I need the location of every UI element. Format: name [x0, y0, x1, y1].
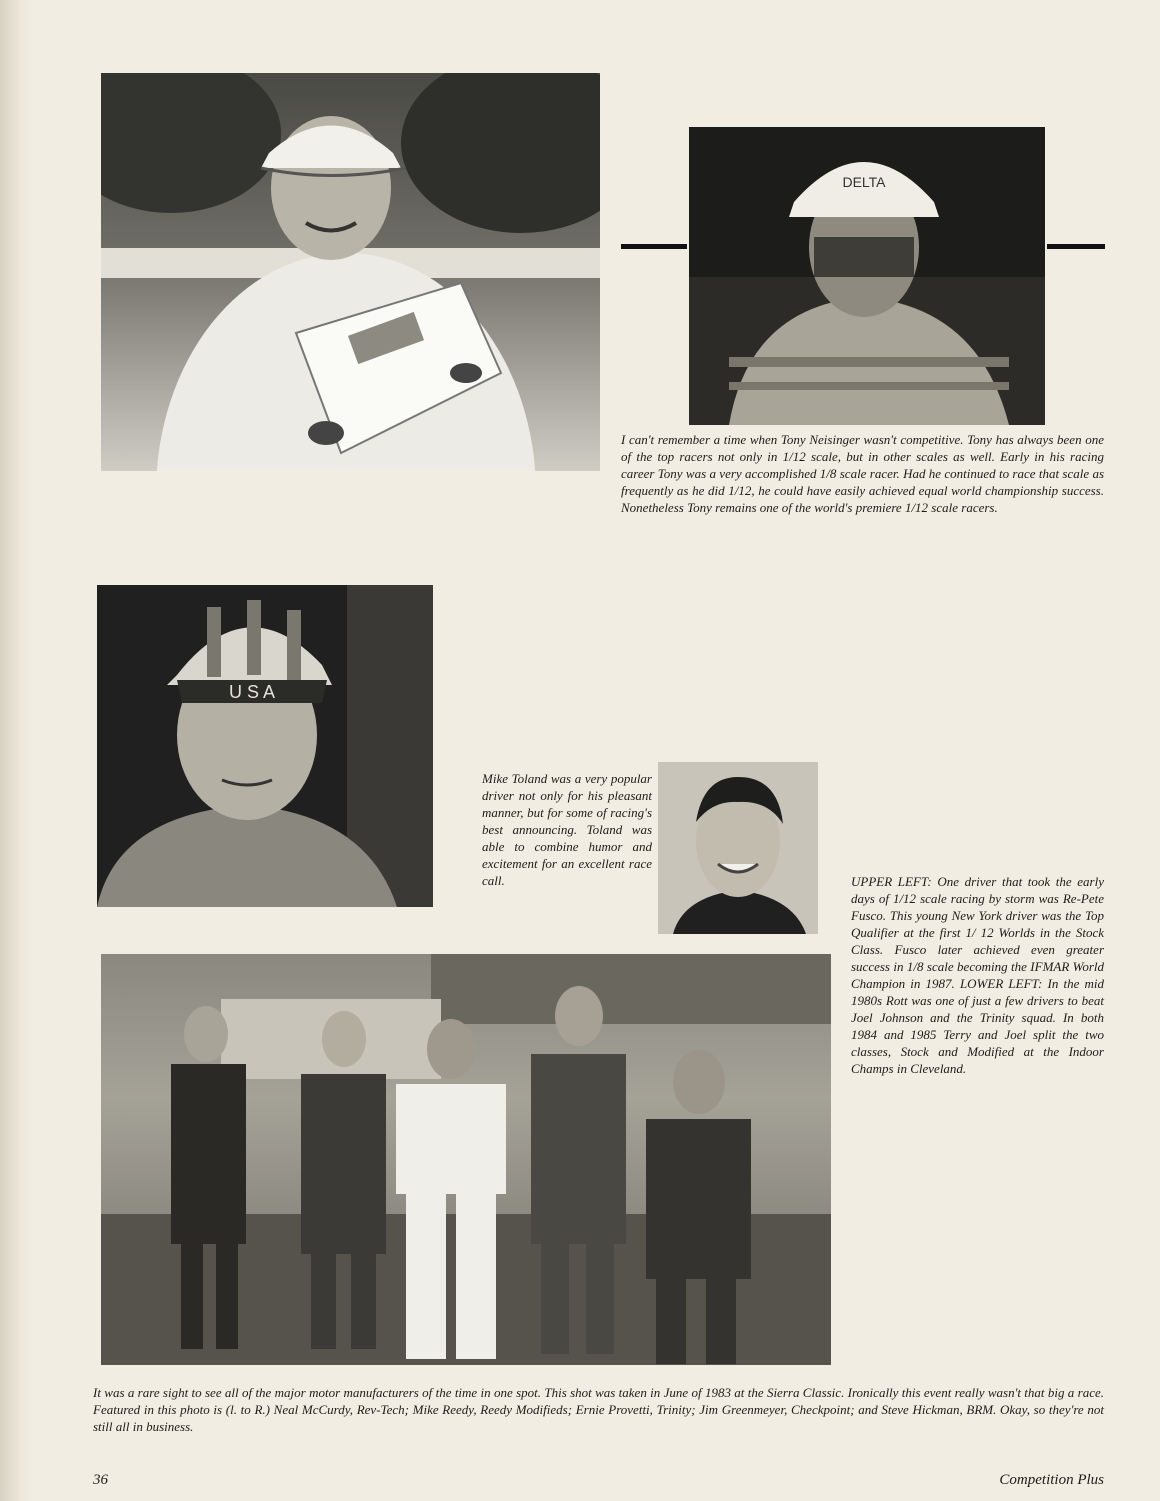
photo-neisinger-image — [689, 127, 1045, 425]
page-number: 36 — [93, 1472, 108, 1488]
photo-motor-manufacturers-group — [101, 954, 831, 1365]
decorative-rule-right — [1047, 244, 1105, 249]
photo-tony-neisinger — [689, 127, 1045, 425]
svg-text:DELTA: DELTA — [842, 174, 886, 190]
caption-tony-neisinger: I can't remember a time when Tony Neisinger wasn't competitive. Tony has always been one of the top racers not only in 1/12 scale, but in other scales as well. Early in his racing career Tony was a very accomplished 1/8 scale racer. Had he continued to race that scale as frequently as he did 1/12, he could have easily achieved equal world championship success. Nonetheless Tony remains one of the world's premiere 1/12 scale racers. — [621, 432, 1104, 515]
photo-rott-image — [97, 585, 433, 907]
caption-group-photo: It was a rare sight to see all of the major motor manufacturers of the time in one spot. This shot was taken in June of 1983 at the Sierra Classic. Ironically this event really wasn't that big a race. Featured in this photo is (l. to R.) Neal McCurdy, Rev-Tech; Mike Reedy, Reedy Modifieds; Ernie Provetti, Trinity; Jim Greenmeyer, Checkpoint; and Steve Hickman, BRM. Okay, so they're not still all in business. — [93, 1385, 1104, 1434]
photo-fusco-with-car — [101, 73, 600, 471]
photo-mike-toland — [658, 762, 818, 934]
photo-group-image — [101, 954, 831, 1365]
svg-text:U S A: U S A — [228, 682, 276, 702]
photo-rott — [97, 585, 433, 907]
decorative-rule-left — [621, 244, 687, 249]
photo-toland-image — [658, 762, 818, 934]
page-gutter — [0, 0, 34, 1501]
magazine-title: Competition Plus — [999, 1472, 1104, 1488]
caption-upper-lower-left: UPPER LEFT: One driver that took the early days of 1/12 scale racing by storm was Re-Pete Fusco. This young New York driver was the Top Qualifier at the first 1/ 12 Worlds in the Stock Class. Fusco later achieved even greater success in 1/8 scale becoming the IFMAR World Champion in 1987. LOWER LEFT: In the mid 1980s Rott was one of just a few drivers to beat Joel Johnson and the Trinity squad. In both 1984 and 1985 Terry and Joel split the two classes, Stock and Modified at the Indoor Champs in Cleveland. — [851, 874, 1104, 1076]
photo-fusco-image — [101, 73, 600, 471]
caption-mike-toland: Mike Toland was a very popular driver not only for his pleasant manner, but for some of racing's best announcing. Toland was able to combine humor and excitement for an excellent race call. — [482, 771, 652, 888]
